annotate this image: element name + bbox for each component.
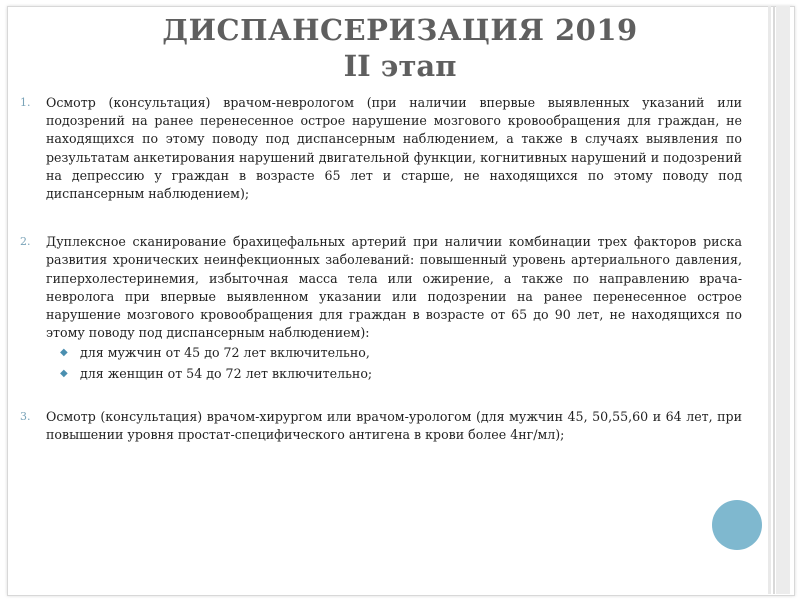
list-item-3 xyxy=(20,408,742,444)
list-number: 2. xyxy=(20,235,31,249)
slide-title xyxy=(60,12,740,84)
title-line-2: II этап xyxy=(343,49,457,83)
list-item-text: Дуплексное сканирование брахицефальных артерий при наличии комбинации трех факторов риска развития хронических неинфекционных заболеваний: повышенный уровень артериального давления, гиперхолестеринемия, избыточная масса тела или ожирение, а также по направлению врача-невролога при впервые выявленном указании или подозрении на ранее перенесенное острое нарушение мозгового кровообращения для граждан в возрасте от 65 до 90 лет, не находящихся по этому поводу под диспансерным наблюдением): xyxy=(46,234,742,341)
title-line-1: ДИСПАНСЕРИЗАЦИЯ 2019 xyxy=(162,13,638,47)
sub-item-text: для женщин от 54 до 72 лет включительно; xyxy=(80,365,373,381)
list-number: 1. xyxy=(20,96,31,109)
list-item-text: Осмотр (консультация) врачом-неврологом (при наличии впервые выявленных указаний или подозрений на ранее перенесенное острое нарушение мозгового кровообращения для граждан, не находящихся по этому поводу под диспансерным наблюдением, а также в случаях выявления по результатам анкетирования нарушений двигательной функции, когнитивных нарушений и подозрений на депрессию у граждан в возрасте 65 лет и старше, не находящихся по этому поводу под диспансерным наблюдением); xyxy=(46,95,742,202)
decorative-circle xyxy=(712,500,762,550)
decorative-stripe xyxy=(768,6,771,594)
sub-item-women xyxy=(20,365,742,383)
slide-content xyxy=(20,94,742,444)
sub-item-text: для мужчин от 45 до 72 лет включительно, xyxy=(80,345,370,361)
list-item-2 xyxy=(20,233,742,342)
decorative-stripe xyxy=(773,6,775,594)
decorative-stripe xyxy=(776,6,790,594)
sub-item-men xyxy=(20,344,742,362)
bullet-icon: ◆ xyxy=(60,367,68,379)
bullet-icon: ◆ xyxy=(60,347,68,359)
list-number: 3. xyxy=(20,409,31,423)
list-item-1 xyxy=(20,94,742,203)
list-item-text: Осмотр (консультация) врачом-хирургом или врачом-урологом (для мужчин 45, 50,55,60 и 64 лет, при повышении уровня простат-специфического антигена в крови более 4нг/мл); xyxy=(46,408,742,443)
